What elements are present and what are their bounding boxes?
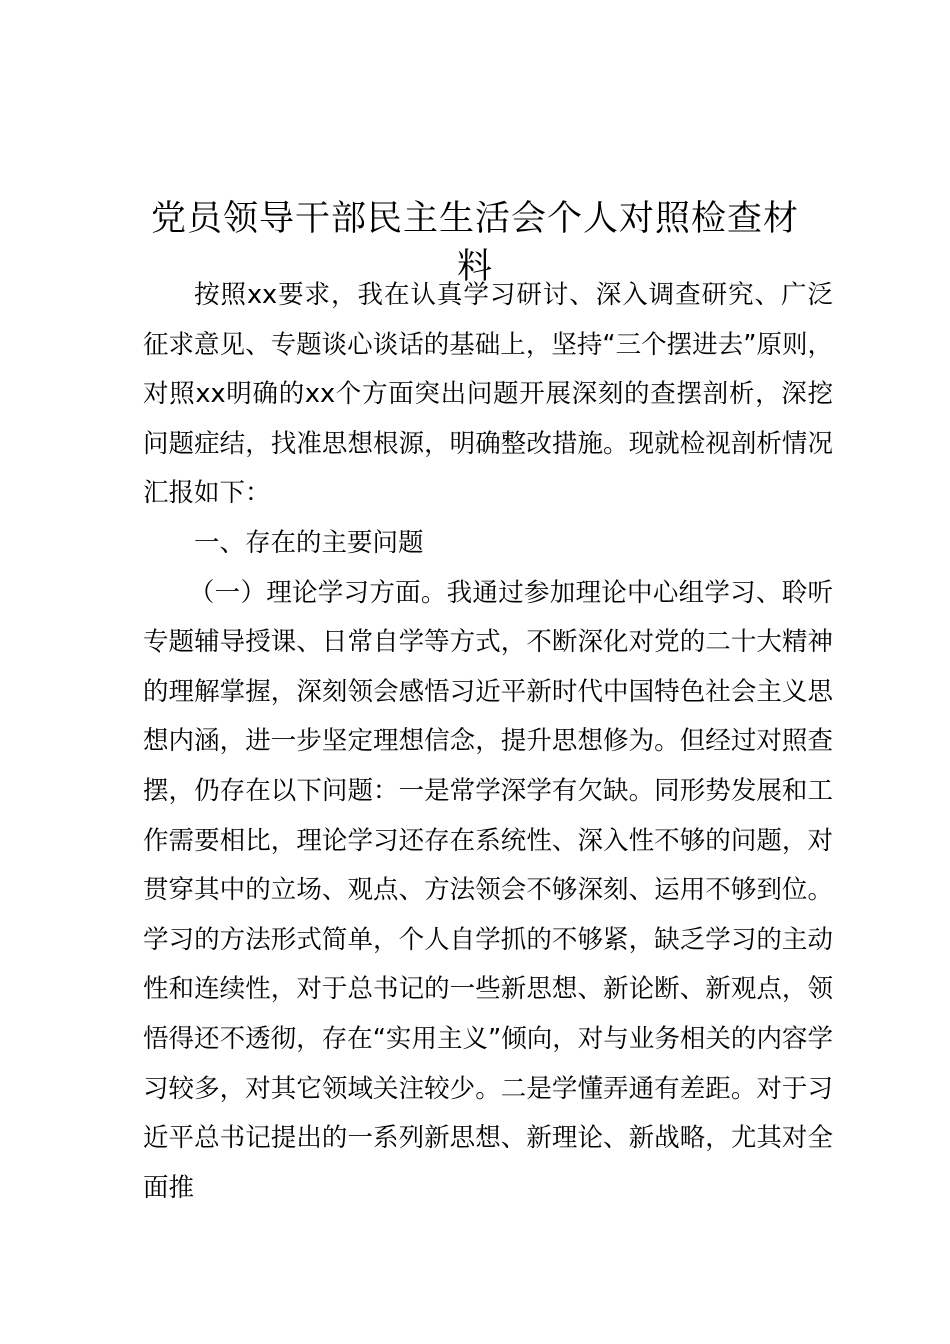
intro-paragraph: 按照xx要求，我在认真学习研讨、深入调查研究、广泛征求意见、专题谈心谈话的基础上，坚持“三个摆进去”原则，对照xx明确的xx个方面突出问题开展深刻的查摆剖析，深挖问题症结，找准思想根源，明确整改措施。现就检视剖析情况汇报如下：	[143, 280, 833, 509]
section-heading: 一、存在的主要问题	[194, 527, 424, 558]
document-title: 党员领导干部民主生活会个人对照检查材料	[150, 199, 799, 288]
document-body	[143, 271, 833, 1213]
theory-study-paragraph: （一）理论学习方面。我通过参加理论中心组学习、聆听专题辅导授课、日常自学等方式，不断深化对党的二十大精神的理解掌握，深刻领会感悟习近平新时代中国特色社会主义思想内涵，进一步坚定理想信念，提升思想修为。但经过对照查摆，仍存在以下问题：一是常学深学有欠缺。同形势发展和工作需要相比，理论学习还存在系统性、深入性不够的问题，对贯穿其中的立场、观点、方法领会不够深刻、运用不够到位。学习的方法形式简单，个人自学抓的不够紧，缺乏学习的主动性和连续性，对于总书记的一些新思想、新论断、新观点，领悟得还不透彻，存在“实用主义”倾向，对与业务相关的内容学习较多，对其它领域关注较少。二是学懂弄通有差距。对于习近平总书记提出的一系列新思想、新理论、新战略，尤其对全面推	[143, 577, 833, 1203]
